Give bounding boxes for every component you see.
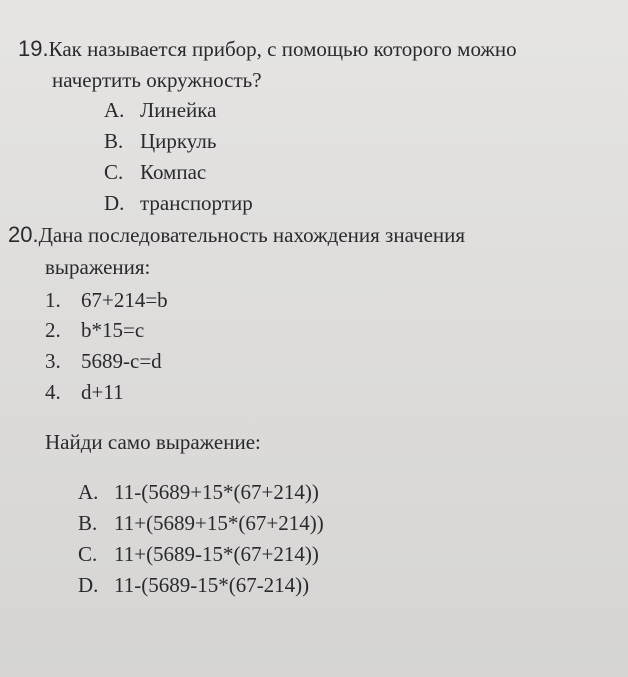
option-text: 11-(5689+15*(67+214)) <box>114 480 319 504</box>
q20-option-c[interactable] <box>78 541 319 567</box>
q20-prompt: Найди само выражение: <box>45 430 261 454</box>
q19-question-line1 <box>18 36 517 62</box>
option-text: 11-(5689-15*(67-214)) <box>114 573 310 597</box>
step-number: 2. <box>45 318 61 342</box>
option-letter: A. <box>78 480 99 504</box>
option-letter: D. <box>78 573 99 597</box>
q20-step-2 <box>45 317 144 343</box>
step-text: d+11 <box>81 380 124 404</box>
option-text: транспортир <box>140 191 253 215</box>
q20-step-4 <box>45 379 124 405</box>
q19-question-text-1: Как называется прибор, с помощью которого можно <box>48 37 517 61</box>
option-letter: C. <box>78 542 98 566</box>
step-text: 5689-c=d <box>81 349 162 373</box>
option-text: Линейка <box>140 98 217 122</box>
q19-option-c[interactable] <box>104 159 206 185</box>
option-text: 11+(5689-15*(67+214)) <box>114 542 319 566</box>
q19-number: 19. <box>18 36 49 61</box>
option-letter: D. <box>104 191 125 215</box>
q20-option-d[interactable] <box>78 572 309 598</box>
option-letter: A. <box>104 98 125 122</box>
q20-step-3 <box>45 348 162 374</box>
q20-question-line2: выражения: <box>45 255 151 279</box>
step-number: 3. <box>45 349 61 373</box>
option-letter: B. <box>104 129 124 153</box>
option-text: Циркуль <box>140 129 217 153</box>
option-letter: B. <box>78 511 98 535</box>
q19-question-line2: начертить окружность? <box>52 68 262 92</box>
q20-option-b[interactable] <box>78 510 324 536</box>
step-number: 4. <box>45 380 61 404</box>
step-number: 1. <box>45 288 61 312</box>
option-text: 11+(5689+15*(67+214)) <box>114 511 324 535</box>
step-text: 67+214=b <box>81 288 168 312</box>
q19-option-a[interactable] <box>104 97 216 123</box>
q20-option-a[interactable] <box>78 479 319 505</box>
q20-step-1 <box>45 287 168 313</box>
q20-number: 20. <box>8 222 39 247</box>
q20-question-text-1: Дана последовательность нахождения значения <box>38 223 466 247</box>
q19-option-d[interactable] <box>104 190 253 216</box>
step-text: b*15=c <box>81 318 145 342</box>
option-text: Компас <box>140 160 207 184</box>
q19-option-b[interactable] <box>104 128 216 154</box>
q20-question-line1 <box>8 222 465 248</box>
option-letter: C. <box>104 160 124 184</box>
